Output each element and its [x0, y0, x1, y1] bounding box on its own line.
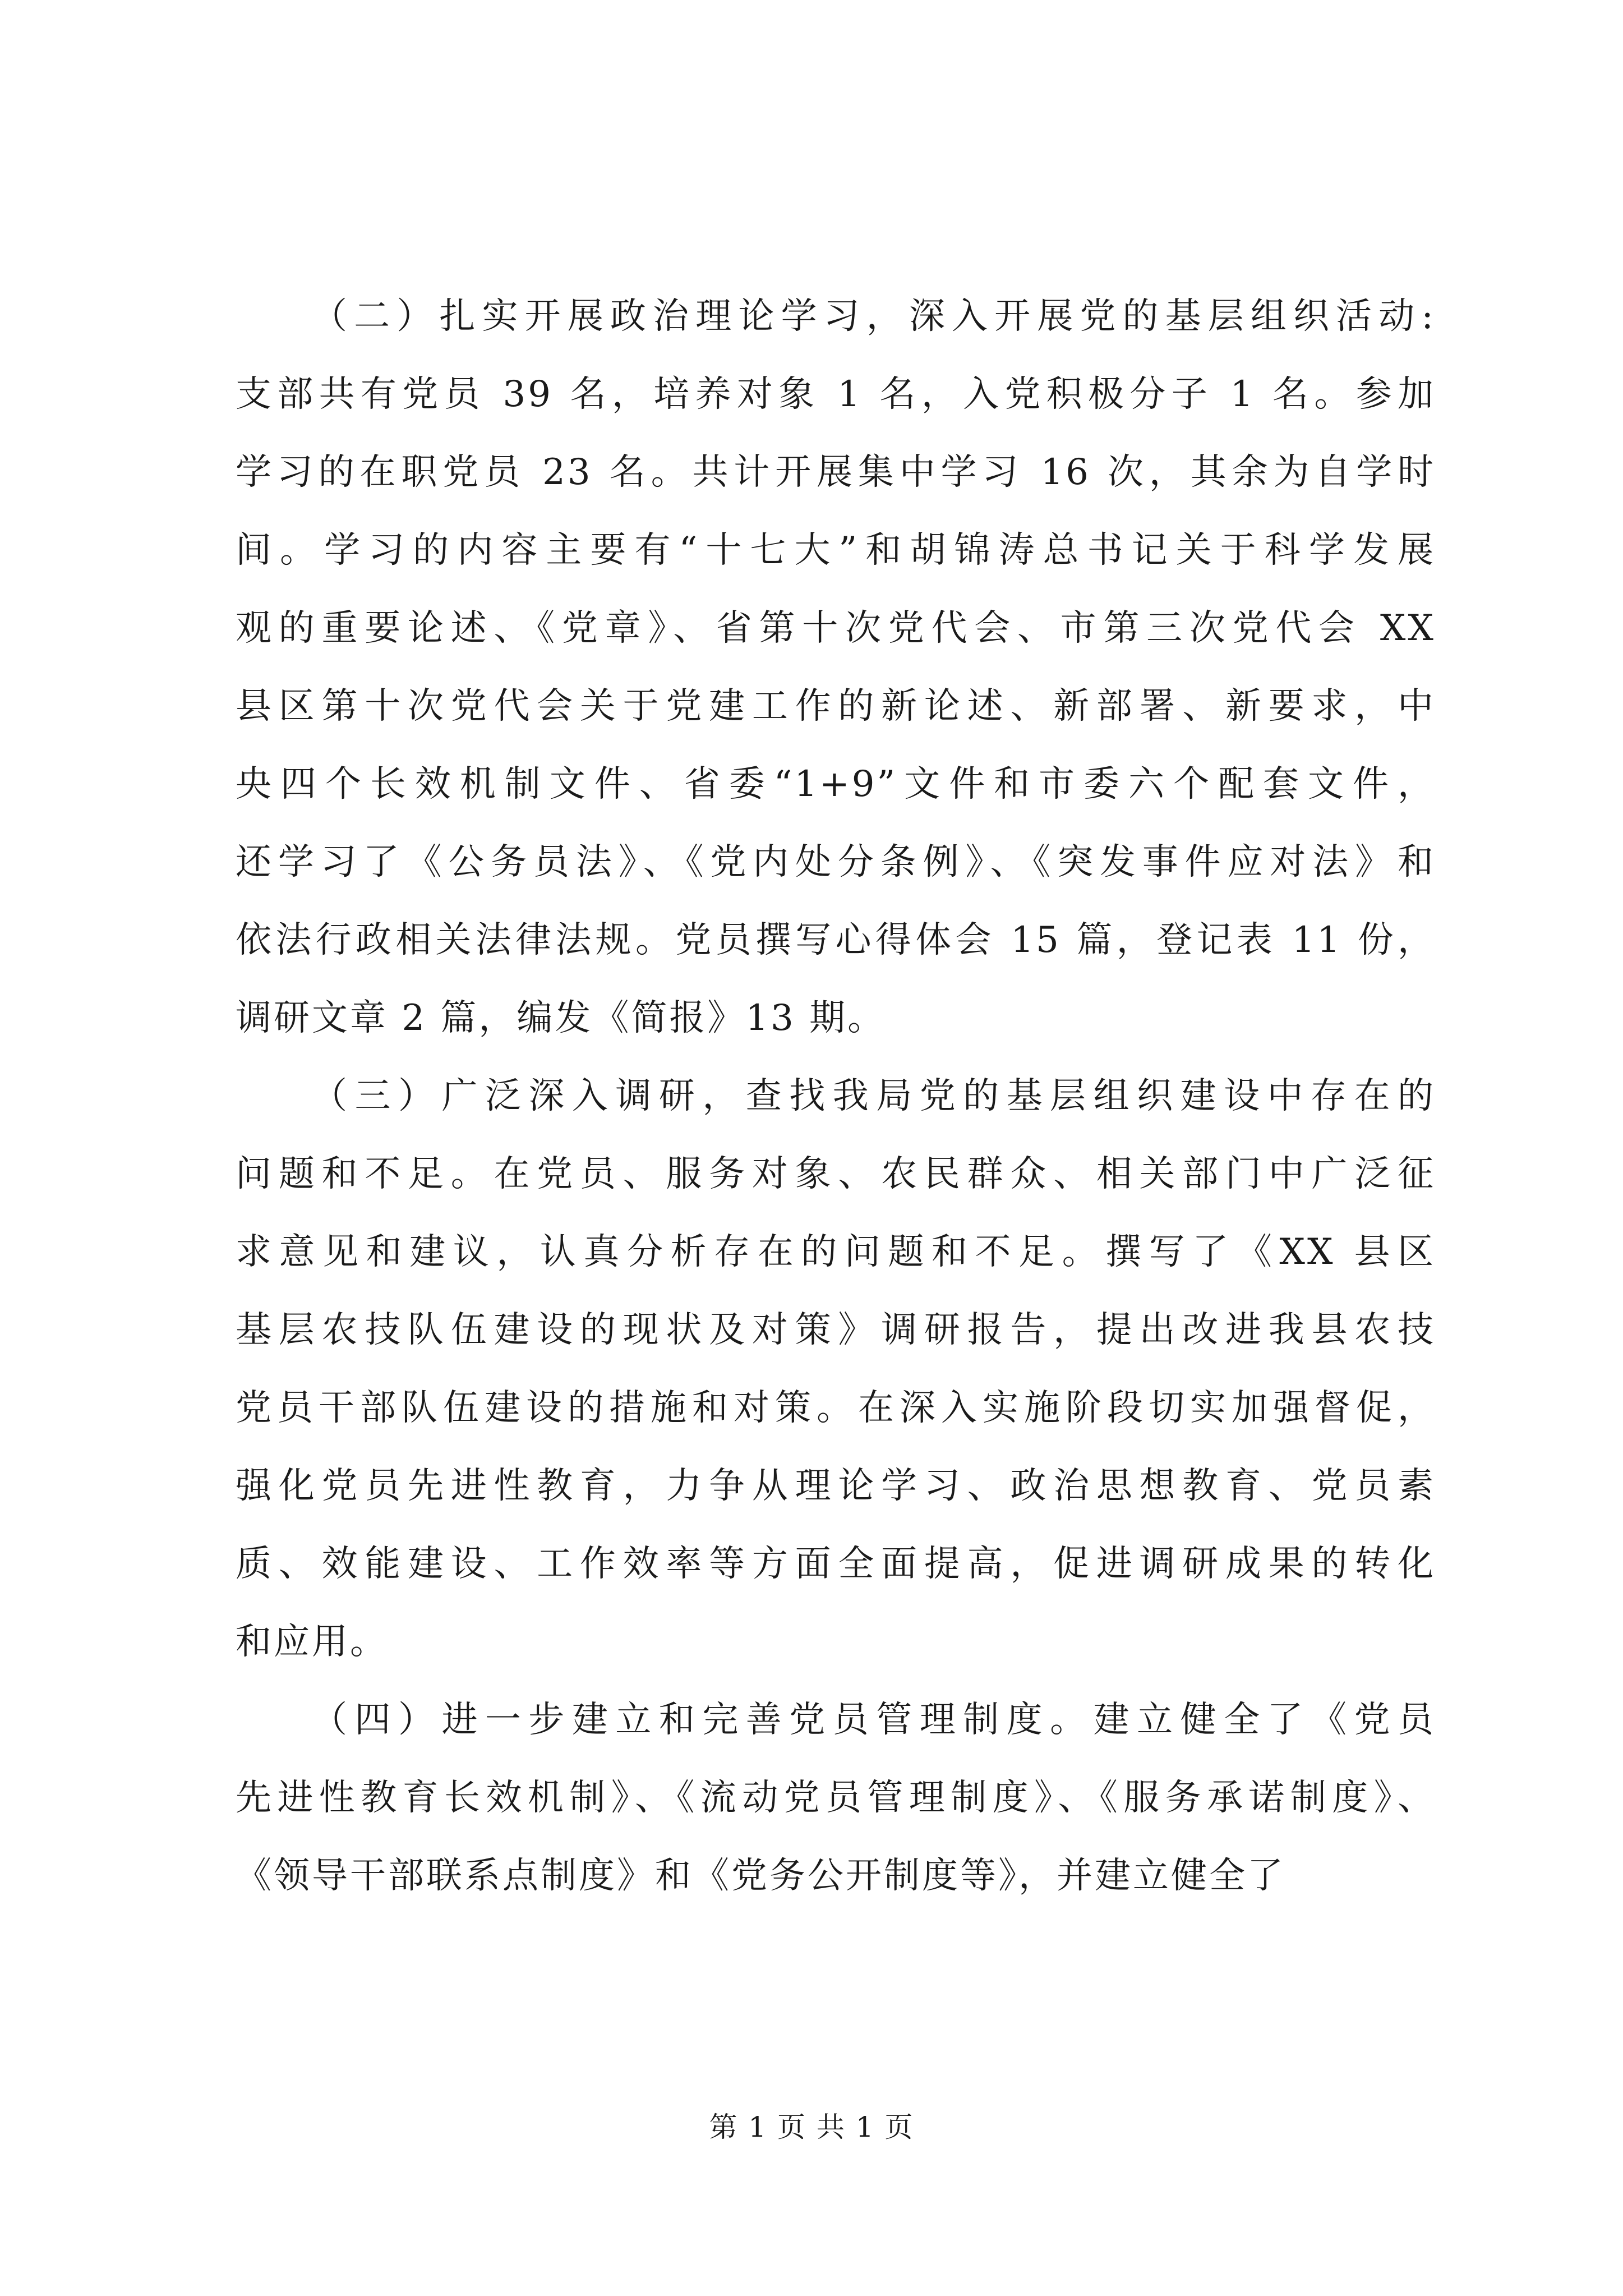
document-body: [236, 292, 1436, 1929]
text-line: 还学习了《公务员法》、《党内处分条例》、《突发事件应对法》和: [236, 841, 1436, 883]
text-line: 县区第十次党代会关于党建工作的新论述、新部署、新要求，中: [236, 685, 1436, 727]
paragraph-3: [236, 1071, 1436, 1667]
text-line: 求意见和建议，认真分析存在的问题和不足。撰写了《XX 县区: [236, 1231, 1436, 1273]
text-line: 质、效能建设、工作效率等方面全面提高，促进调研成果的转化: [236, 1543, 1436, 1585]
paragraph-4: [236, 1695, 1436, 1901]
page-number-label: 第 1 页 共 1 页: [709, 2111, 914, 2143]
text-line: （三）广泛深入调研，查找我局党的基层组织建设中存在的: [311, 1075, 1436, 1117]
text-line: 基层农技队伍建设的现状及对策》调研报告，提出改进我县农技: [236, 1309, 1436, 1351]
page-footer: [0, 2110, 1623, 2144]
paragraph-2: [236, 292, 1436, 1043]
text-line: 央四个长效机制文件、省委“1+9”文件和市委六个配套文件，: [236, 763, 1436, 805]
text-line: 观的重要论述、《党章》、省第十次党代会、市第三次党代会 XX: [236, 608, 1436, 649]
text-line: 间。学习的内容主要有“十七大”和胡锦涛总书记关于科学发展: [236, 530, 1436, 571]
text-line: 强化党员先进性教育，力争从理论学习、政治思想教育、党员素: [236, 1465, 1436, 1507]
text-line: （二）扎实开展政治理论学习，深入开展党的基层组织活动:: [311, 296, 1436, 337]
text-line: 党员干部队伍建设的措施和对策。在深入实施阶段切实加强督促，: [236, 1387, 1436, 1429]
text-line: 《领导干部联系点制度》和《党务公开制度等》，并建立健全了: [236, 1855, 1285, 1897]
text-line: 问题和不足。在党员、服务对象、农民群众、相关部门中广泛征: [236, 1153, 1436, 1195]
text-line: 支部共有党员 39 名，培养对象 1 名，入党积极分子 1 名。参加: [236, 374, 1436, 415]
text-line: 学习的在职党员 23 名。共计开展集中学习 16 次，其余为自学时: [236, 452, 1436, 493]
text-line: 和应用。: [236, 1621, 388, 1663]
text-line: 调研文章 2 篇，编发《简报》13 期。: [236, 997, 886, 1039]
text-line: 依法行政相关法律法规。党员撰写心得体会 15 篇，登记表 11 份，: [236, 919, 1436, 961]
text-line: （四）进一步建立和完善党员管理制度。建立健全了《党员: [311, 1699, 1436, 1741]
text-line: 先进性教育长效机制》、《流动党员管理制度》、《服务承诺制度》、: [236, 1777, 1436, 1819]
